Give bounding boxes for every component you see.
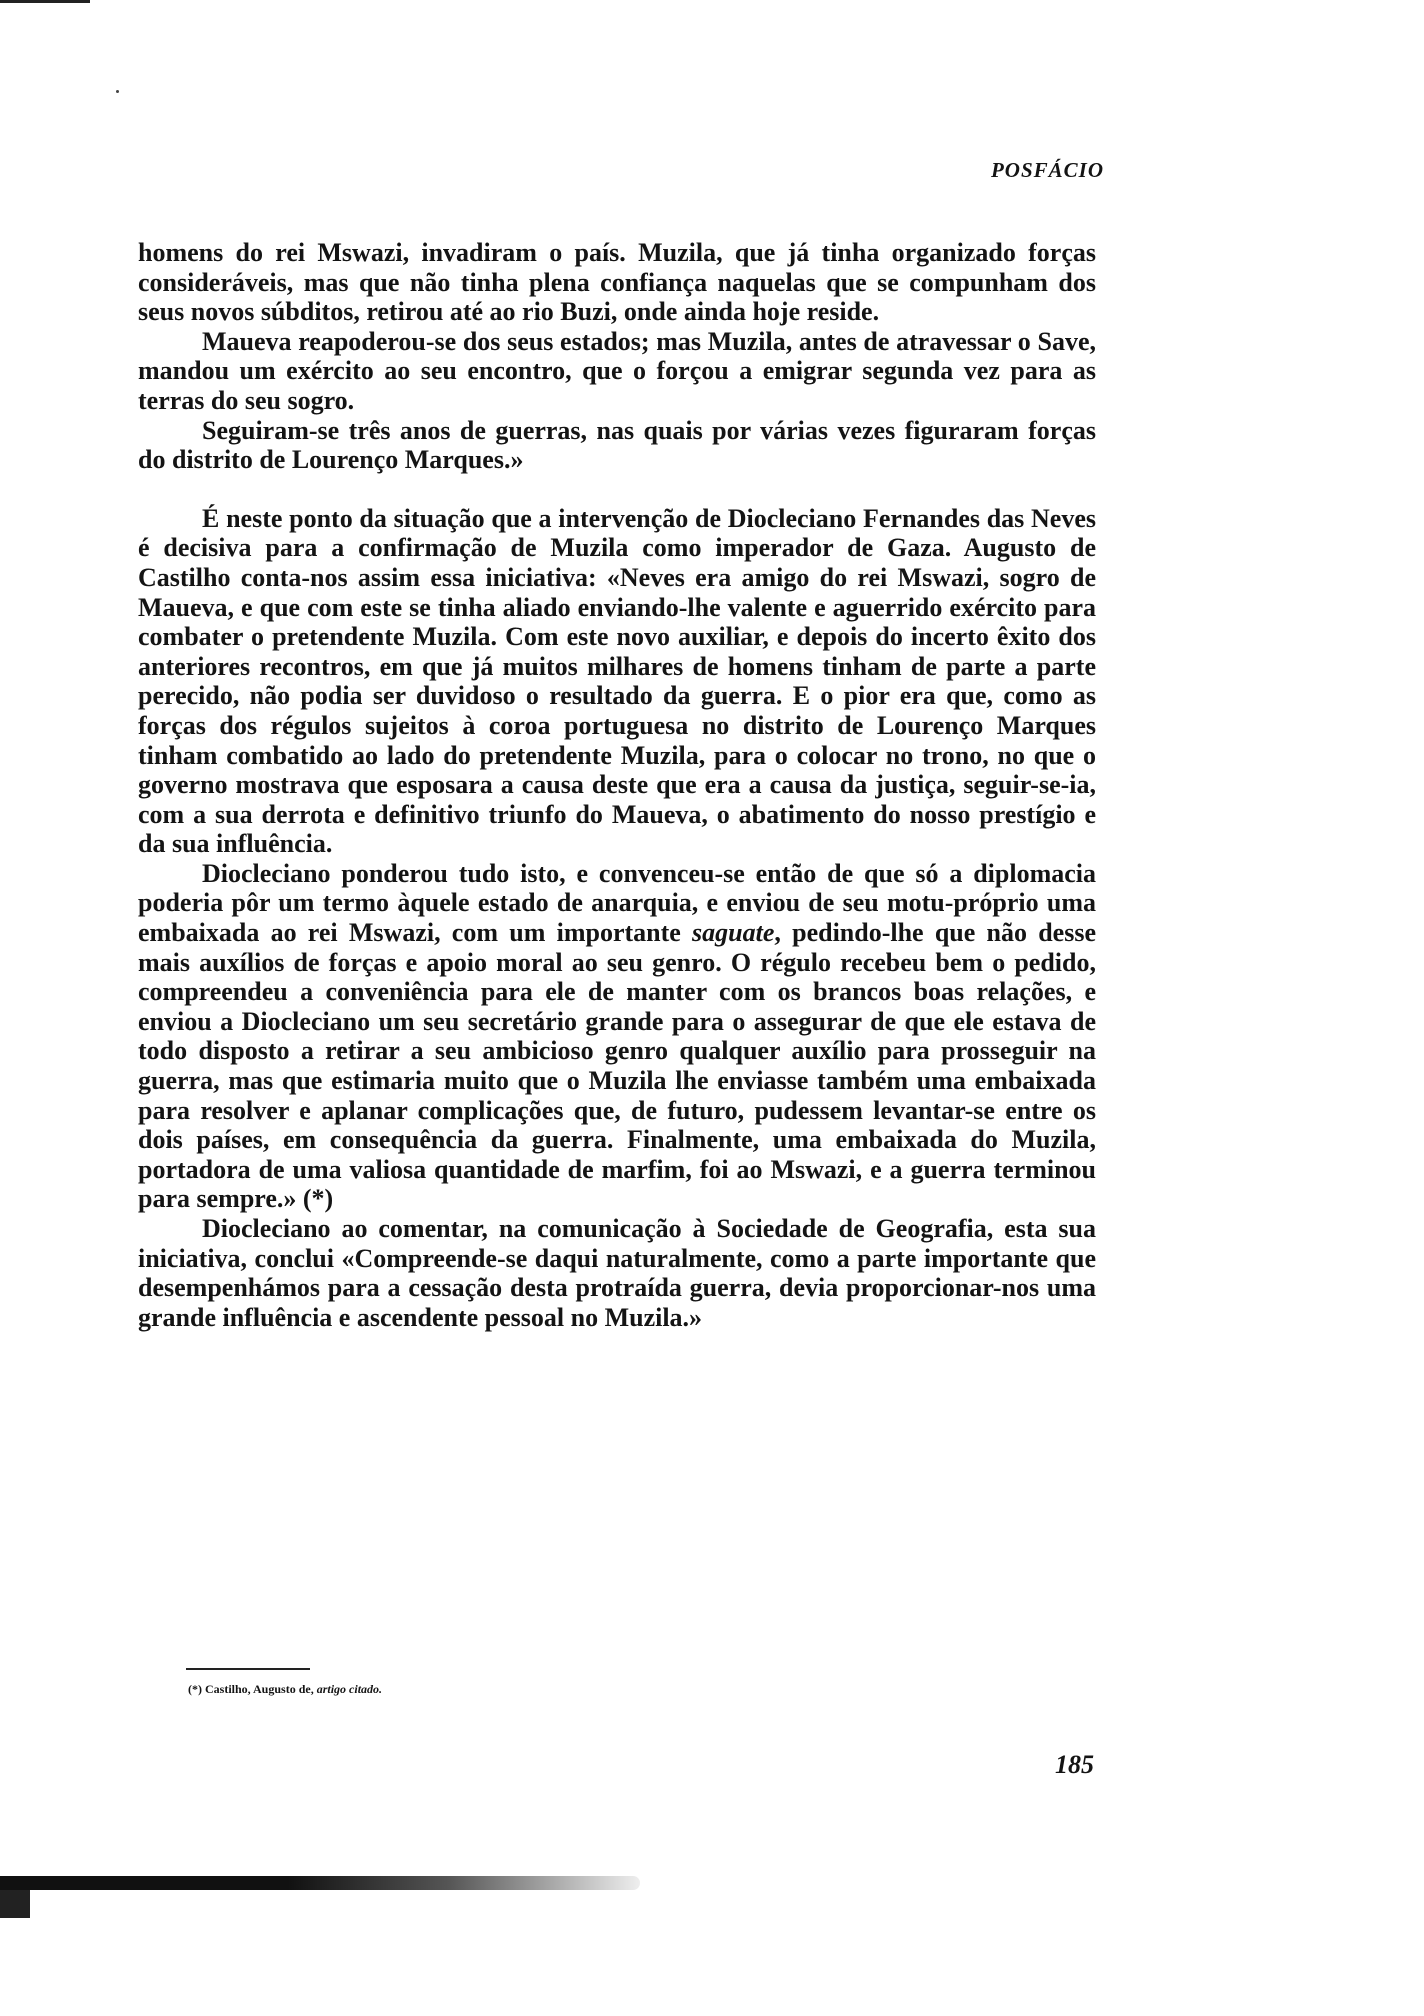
footnote-rule xyxy=(186,1668,310,1670)
paragraph-1: homens do rei Mswazi, invadiram o país. Muzila, que já tinha organizado forças consideráveis, mas que não tinha plena confiança naquelas que se compunham dos seus novos súbditos, retirou até ao rio Buzi, onde ainda hoje reside. xyxy=(138,238,1096,327)
body-text xyxy=(138,238,1096,1332)
paragraph-5 xyxy=(138,859,1096,1214)
paragraph-2: Maueva reapoderou-se dos seus estados; mas Muzila, antes de atravessar o Save, mandou um exército ao seu encontro, que o forçou a emigrar segunda vez para as terras do seu sogro. xyxy=(138,326,1096,415)
paragraph-4: É neste ponto da situação que a intervenção de Diocleciano Fernandes das Neves é decisiva para a confirmação de Muzila como imperador de Gaza. Augusto de Castilho conta-nos assim essa iniciativa: «Neves era amigo do rei Mswazi, sogro de Maueva, e que com este se tinha aliado enviando-lhe valente e aguerrido exército para combater o pretendente Muzila. Com este novo auxiliar, e depois do incerto êxito dos anteriores recontros, em que já muitos milhares de homens tinham de parte a parte perecido, não podia ser duvidoso o resultado da guerra. E o pior era que, como as forças dos régulos sujeitos à coroa portuguesa no distrito de Lourenço Marques tinham combatido ao lado do pretendente Muzila, para o colocar no trono, no que o governo mostrava que esposara a causa deste que era a causa da justiça, seguir-se-ia, com a sua derrota e definitivo triunfo do Maueva, o abatimento do nosso prestígio e da sua influência. xyxy=(138,503,1096,859)
footnote-marker: (*) xyxy=(188,1682,202,1696)
paragraph-3: Seguiram-se três anos de guerras, nas quais por várias vezes figuraram forças do distrito de Lourenço Marques.» xyxy=(138,415,1096,475)
footnote-text: Castilho, Augusto de, xyxy=(205,1682,317,1696)
scan-edge-mark xyxy=(0,0,90,3)
paragraph-6: Diocleciano ao comentar, na comunicação à Sociedade de Geografia, esta sua iniciativa, conclui «Compreende-se daqui naturalmente, como a parte importante que desempenhámos para a cessação desta protraída guerra, devia proporcionar-nos uma grande influência e ascendente pessoal no Muzila.» xyxy=(138,1214,1096,1332)
running-head: POSFÁCIO xyxy=(990,158,1104,182)
footnote-reference[interactable]: (*) xyxy=(302,1184,334,1214)
footnote xyxy=(188,1682,382,1697)
paragraph-5-italic-term: saguate xyxy=(692,918,775,948)
paragraph-5-start: Diocleciano ponderou tudo isto, e convenceu-se então de que só a diplomacia poderia pôr um termo àquele estado de anarquia, e enviou de seu motu-próprio uma embaixada ao rei Mswazi, com um importante xyxy=(138,858,1096,948)
scan-bottom-corner xyxy=(0,1890,30,1918)
paragraph-5-rest: , pedindo-lhe que não desse mais auxílios de forças e apoio moral ao seu genro. O régulo recebeu bem o pedido, compreendeu a conveniência para ele de manter com os brancos boas relações, e enviou a Diocleciano um seu secretário grande para o assegurar de que ele estava de todo disposto a retirar a seu ambicioso genro qualquer auxílio para prosseguir na guerra, mas que estimaria muito que o Muzila lhe enviasse também uma embaixada para resolver e aplanar complicações que, de futuro, pudessem levantar-se entre os dois países, em consequência da guerra. Finalmente, uma embaixada do Muzila, portadora de uma valiosa quantidade de marfim, foi ao Mswazi, e a guerra terminou para sempre.» xyxy=(138,918,1096,1214)
scan-speck xyxy=(116,90,119,93)
scan-bottom-edge xyxy=(0,1876,640,1890)
page-number: 185 xyxy=(1055,1750,1094,1779)
footnote-title: artigo citado. xyxy=(316,1682,383,1696)
